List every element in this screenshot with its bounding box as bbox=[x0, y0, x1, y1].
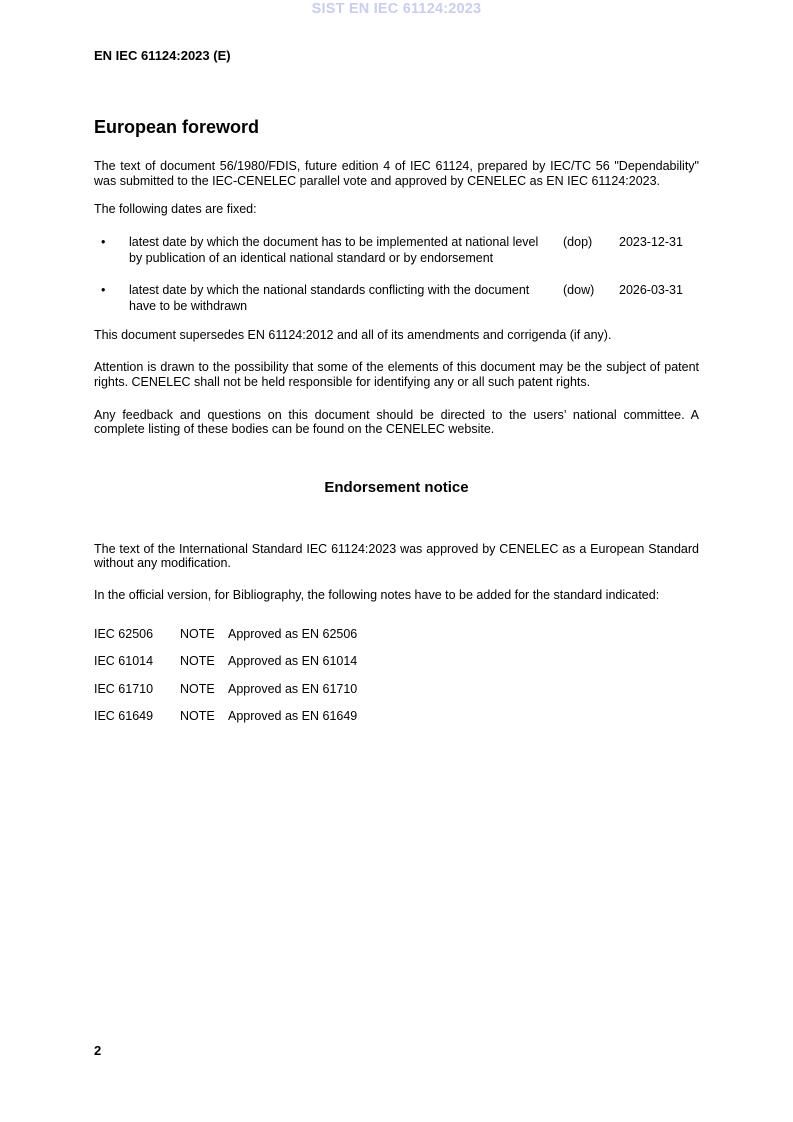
foreword-title: European foreword bbox=[94, 117, 260, 137]
page-content bbox=[94, 115, 699, 737]
note-standard: IEC 61710 bbox=[94, 681, 154, 696]
date-value: 2023-12-31 bbox=[619, 234, 683, 249]
date-row-dop bbox=[94, 234, 699, 266]
document-id-header: EN IEC 61124:2023 (E) bbox=[94, 48, 231, 63]
note-row bbox=[94, 709, 699, 723]
date-code: (dop) bbox=[563, 234, 593, 249]
date-row-dow bbox=[94, 282, 699, 314]
bibliography-notes bbox=[94, 627, 699, 724]
date-value: 2026-03-31 bbox=[619, 282, 683, 297]
date-description: latest date by which the national standards conflicting with the document have to be withdrawn bbox=[129, 282, 530, 313]
bullet: • bbox=[101, 234, 106, 249]
note-standard: IEC 61014 bbox=[94, 654, 154, 669]
note-text: Approved as EN 62506 bbox=[228, 626, 358, 641]
note-label: NOTE bbox=[180, 626, 215, 641]
note-text: Approved as EN 61710 bbox=[228, 681, 358, 696]
dates-intro: The following dates are fixed: bbox=[94, 202, 257, 217]
page-number: 2 bbox=[94, 1043, 102, 1058]
feedback-paragraph: Any feedback and questions on this document should be directed to the users’ national committee. A complete listing of these bodies can be found on the CENELEC website. bbox=[94, 407, 699, 437]
endorsement-title: Endorsement notice bbox=[324, 478, 469, 496]
note-text: Approved as EN 61014 bbox=[228, 654, 358, 669]
date-description: latest date by which the document has to be implemented at national level by publication of an identical national standard or by endorsement bbox=[129, 234, 539, 265]
note-row bbox=[94, 627, 699, 641]
bibliography-intro: In the official version, for Bibliography, the following notes have to be added for the standard indicated: bbox=[94, 587, 660, 602]
dates-list bbox=[94, 234, 699, 314]
patent-paragraph: Attention is drawn to the possibility that some of the elements of this document may be the subject of patent rights. CENELEC shall not be held responsible for identifying any or all such patent rights. bbox=[94, 360, 699, 389]
foreword-intro: The text of document 56/1980/FDIS, future edition 4 of IEC 61124, prepared by IEC/TC 56 "Dependability" was submitted to the IEC-CENELEC parallel vote and approved by CENELEC as EN IEC 61124:2023. bbox=[94, 159, 699, 188]
note-row bbox=[94, 654, 699, 668]
note-row bbox=[94, 682, 699, 696]
note-label: NOTE bbox=[180, 681, 215, 696]
watermark: SIST EN IEC 61124:2023 bbox=[311, 1, 482, 17]
note-label: NOTE bbox=[180, 654, 215, 669]
endorsement-text: The text of the International Standard IEC 61124:2023 was approved by CENELEC as a European Standard without any modification. bbox=[94, 541, 699, 571]
date-code: (dow) bbox=[563, 282, 595, 297]
note-standard: IEC 61649 bbox=[94, 709, 154, 724]
supersedes-paragraph: This document supersedes EN 61124:2012 and all of its amendments and corrigenda (if any). bbox=[94, 327, 612, 342]
note-label: NOTE bbox=[180, 709, 215, 724]
bullet: • bbox=[101, 282, 106, 297]
note-text: Approved as EN 61649 bbox=[228, 709, 358, 724]
note-standard: IEC 62506 bbox=[94, 626, 154, 641]
